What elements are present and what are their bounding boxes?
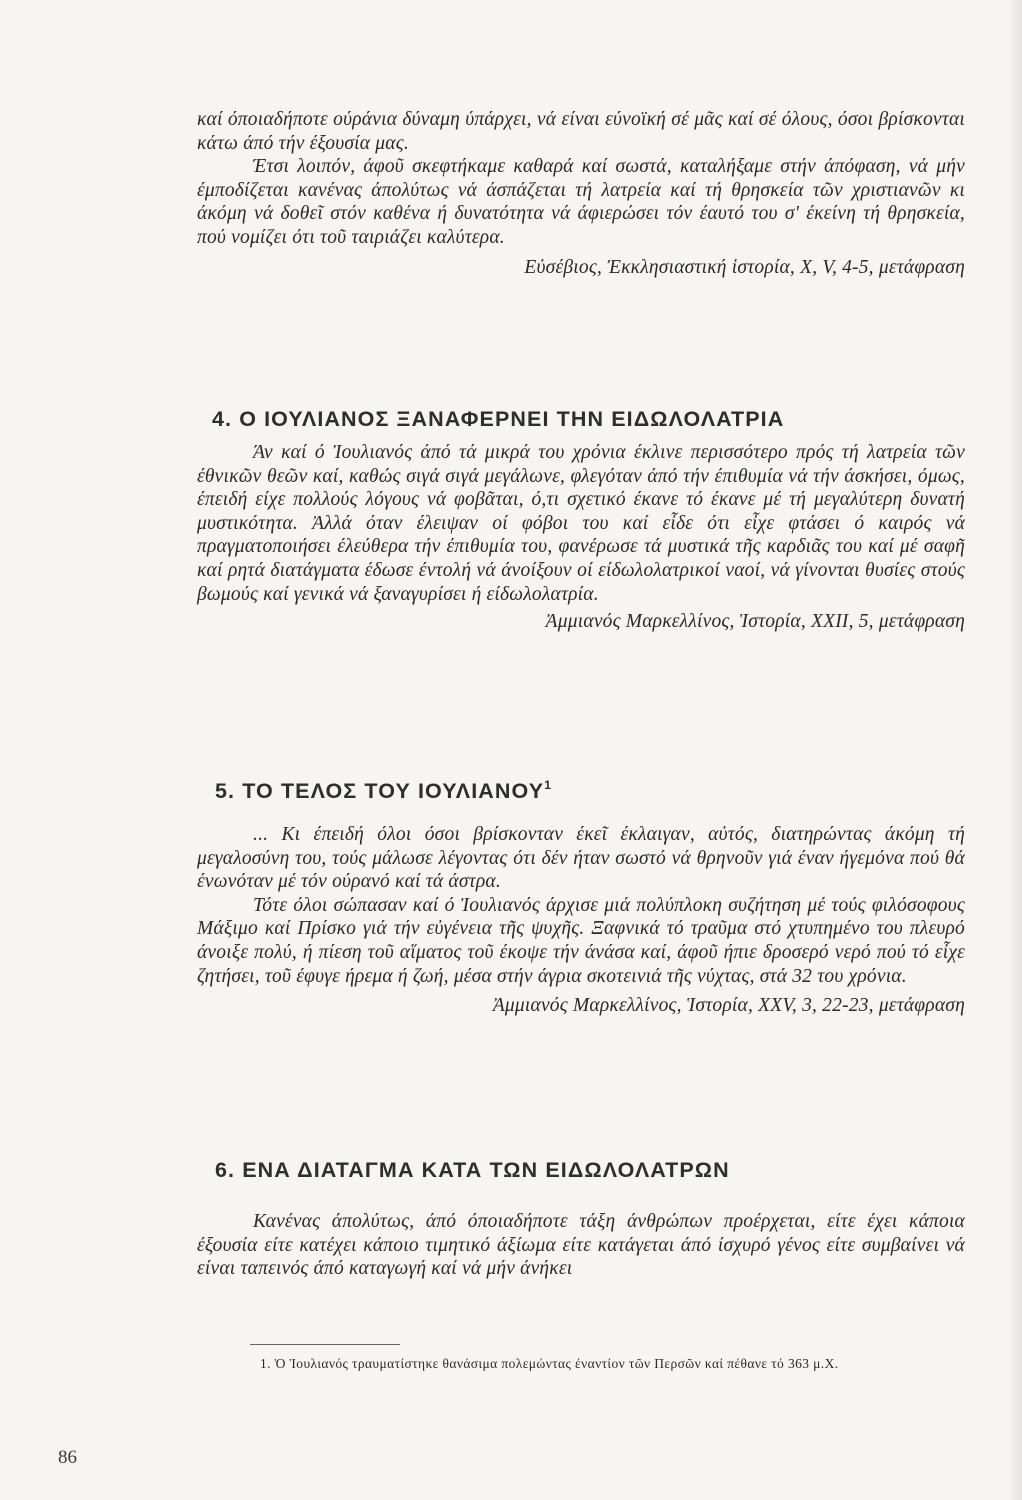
section4-body <box>197 441 965 634</box>
section4-source: Ἀμμιανός Μαρκελλίνος, Ἱστορία, XXII, 5, μετάφραση <box>545 611 965 633</box>
section5-heading-wrap <box>215 778 983 804</box>
footnote-reference-mark[interactable]: 1 <box>544 778 552 792</box>
page-number: 86 <box>58 1447 77 1468</box>
section6-heading: 6. ΕΝΑ ΔΙΑΤΑΓΜΑ ΚΑΤΑ ΤΩΝ ΕΙΔΩΛΟΛΑΤΡΩΝ <box>215 1158 730 1182</box>
section4-heading-wrap <box>212 407 980 432</box>
section3-source: Εὐσέβιος, Ἐκκλησιαστική ἱστορία, X, V, 4-5, μετάφραση <box>524 256 965 278</box>
section3-continuation <box>197 108 965 280</box>
section5-body <box>197 823 965 1018</box>
section5-heading-text: 5. ΤΟ ΤΕΛΟΣ ΤΟΥ ΙΟΥΛΙΑΝΟΥ <box>215 779 545 803</box>
footnote-divider <box>250 1344 400 1345</box>
section5-paragraph-2: Τότε όλοι σώπασαν καί ό Ἰουλιανός άρχισε μιά πολύπλοκη συζήτηση μέ τούς φιλόσοφους Μάξιμο καί Πρίσκο γιά τήν εὐγένεια τῆς ψυχῆς. Ξαφνικά τό τραῦμα στό χτυπημένο του πλευρό άνοιξε πολύ, ή πίεση τοῦ αἵματος τοῦ έκοψε τήν άνάσα καί, άφοῦ ήπιε δροσερό νερό πού τό εἶχε ζητήσει, τοῦ έφυγε ήρεμα ή ζωή, μέσα στήν άγρια σκοτεινιά τῆς νύχτας, στά 32 του χρόνια. <box>197 894 965 987</box>
section3-paragraph-1: καί όποιαδήποτε ούράνια δύναμη ύπάρχει, νά είναι εύνοϊκή σέ μᾶς καί σέ όλους, όσοι βρίσκονται κάτω άπό τήν έξουσία μας. <box>197 109 965 154</box>
section5-heading <box>215 778 983 804</box>
section5-paragraph-1: ... Κι έπειδή όλοι όσοι βρίσκονταν έκεῖ έκλαιγαν, αὐτός, διατηρώντας άκόμη τή μεγαλοσύνη του, τούς μάλωσε λέγοντας ότι δέν ήταν σωστό νά θρηνοῦν γιά έναν ήγεμόνα πού θά ένωνόταν μέ τόν ούρανό καί τά άστρα. <box>197 824 965 893</box>
section3-paragraph-2: Έτσι λοιπόν, άφοῦ σκεφτήκαμε καθαρά καί σωστά, καταλήξαμε στήν άπόφαση, νά μήν έμποδίζεται κανένας άπολύτως νά άσπάζεται τή λατρεία καί τή θρησκεία τῶν χριστιανῶν κι άκόμη νά δοθεῖ στόν καθένα ή δυνατότητα νά άφιερώσει τόν έαυτό του σ' έκείνη τή θρησκεία, πού νομίζει ότι τοῦ ταιριάζει καλύτερα. <box>197 156 965 248</box>
section6-body <box>197 1210 965 1281</box>
section6-heading-wrap <box>215 1158 983 1183</box>
footnote: 1. Ὁ Ἰουλιανός τραυματίστηκε θανάσιμα πολεμώντας έναντίον τῶν Περσῶν καί πέθανε τό 363 μ.Χ. <box>260 1356 839 1371</box>
section6-paragraph: Κανένας άπολύτως, άπό όποιαδήποτε τάξη άνθρώπων προέρχεται, είτε έχει κάποια έξουσία είτε κατέχει κάποιο τιμητικό άξίωμα είτε κατάγεται άπό ίσχυρό γένος είτε συμβαίνει νά είναι ταπεινός άπό καταγωγή καί νά μήν άνήκει <box>197 1211 965 1280</box>
page-edge-shadow <box>1008 0 1022 1500</box>
section4-paragraph: Άν καί ό Ἰουλιανός άπό τά μικρά του χρόνια έκλινε περισσότερο πρός τή λατρεία τῶν έθνικῶν θεῶν καί, καθώς σιγά σιγά μεγάλωνε, φλεγόταν άπό τήν έπιθυμία νά τήν άσκήσει, όμως, έπειδή είχε πολλούς λόγους νά φοβᾶται, ό,τι σχετικό έκανε τό έκανε μέ τή μεγαλύτερη δυνατή μυστικότητα. Ἀλλά όταν έλειψαν οί φόβοι του καί εἶδε ότι εἶχε φτάσει ό καιρός νά πραγματοποιήσει έλεύθερα τήν έπιθυμία του, φανέρωσε τά μυστικά τῆς καρδιᾶς του καί μέ σαφῆ καί ρητά διατάγματα έδωσε έντολή νά άνοίξουν οί είδωλολατρικοί ναοί, νά γίνονται θυσίες στούς βωμούς καί γενικά νά ξαναγυρίσει ή είδωλολατρία. <box>197 442 965 605</box>
section4-heading: 4. Ο ΙΟΥΛΙΑΝΟΣ ΞΑΝΑΦΕΡΝΕΙ ΤΗΝ ΕΙΔΩΛΟΛΑΤΡΙΑ <box>212 407 785 431</box>
section5-source: Ἀμμιανός Μαρκελλίνος, Ἱστορία, XXV, 3, 22-23, μετάφραση <box>492 995 965 1017</box>
